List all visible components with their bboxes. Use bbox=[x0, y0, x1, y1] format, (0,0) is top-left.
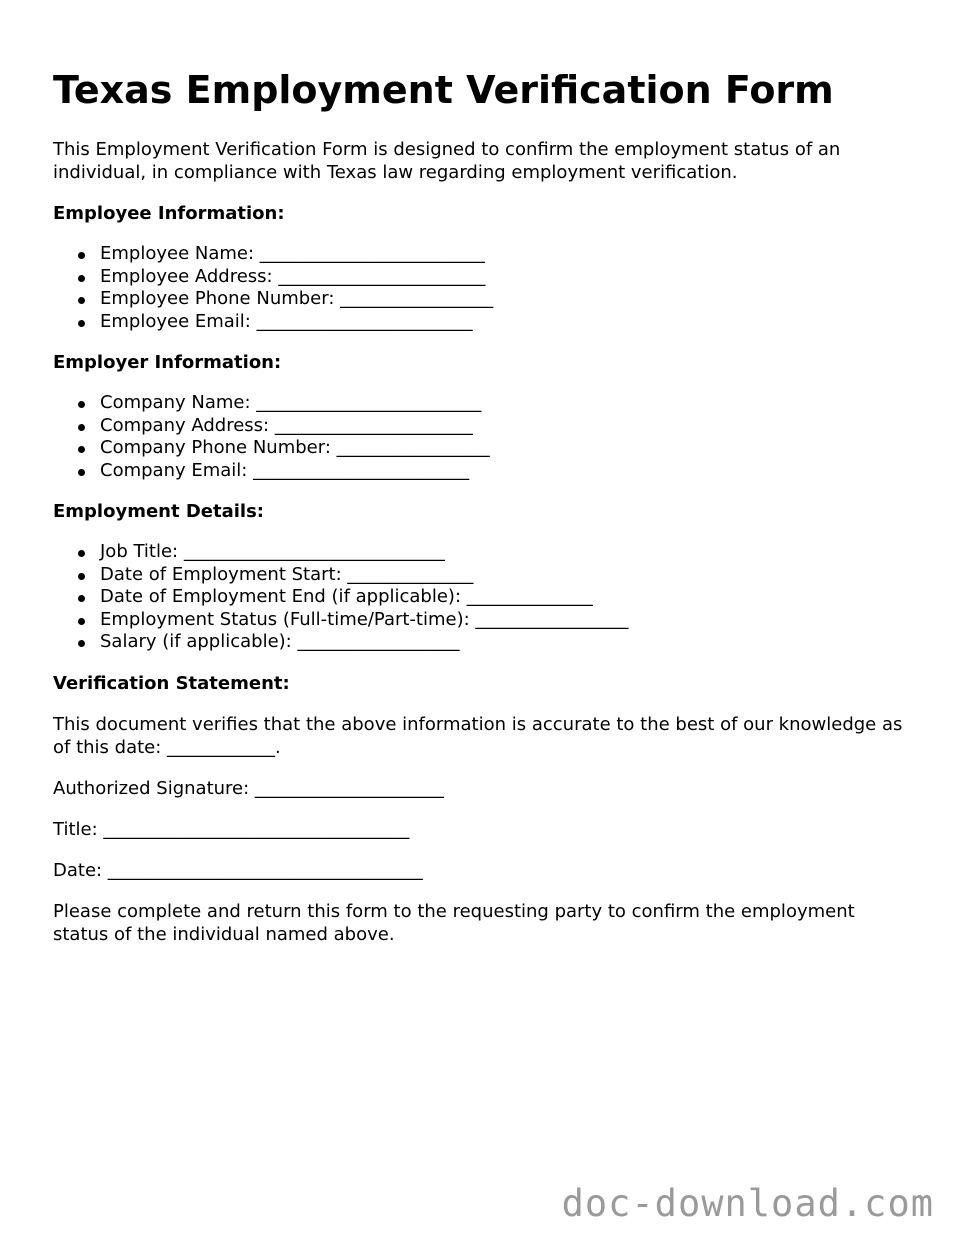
list-item-text: Job Title: _____________________________ bbox=[100, 541, 445, 562]
bullet-icon bbox=[78, 469, 85, 476]
bullet-icon bbox=[78, 401, 85, 408]
authorized-signature-line: Authorized Signature: _____________________ bbox=[53, 777, 444, 799]
list-item-end-date bbox=[100, 586, 913, 609]
list-item-job-title bbox=[100, 541, 913, 564]
employment-section-heading: Employment Details: bbox=[53, 501, 265, 522]
verification-section-heading: Verification Statement: bbox=[53, 672, 290, 694]
closing-paragraph: Please complete and return this form to the requesting party to confirm the employment status of the individual named above. bbox=[53, 900, 855, 945]
bullet-icon bbox=[78, 573, 85, 580]
bullet-icon bbox=[78, 595, 85, 602]
bullet-icon bbox=[78, 424, 85, 431]
bullet-icon bbox=[78, 320, 85, 327]
list-item-employee-phone bbox=[100, 288, 913, 311]
bullet-icon bbox=[78, 275, 85, 282]
list-item-employment-status bbox=[100, 609, 913, 632]
verification-statement: This document verifies that the above information is accurate to the best of our knowledge as of this date: ____________. bbox=[53, 713, 903, 758]
intro-paragraph: This Employment Verification Form is designed to confirm the employment status of an individual, in compliance with Texas law regarding employment verification. bbox=[53, 139, 841, 183]
employee-section-heading: Employee Information: bbox=[53, 203, 285, 224]
bullet-icon bbox=[78, 446, 85, 453]
list-item-text: Employee Email: ________________________ bbox=[100, 310, 473, 332]
bullet-icon bbox=[78, 640, 85, 647]
list-item-text: Employee Address: _______________________ bbox=[100, 265, 486, 287]
list-item-company-address bbox=[100, 415, 913, 438]
list-item-employee-address bbox=[100, 266, 913, 289]
document-page bbox=[53, 62, 913, 964]
list-item-company-name bbox=[100, 392, 913, 415]
employment-details-list bbox=[53, 541, 913, 654]
list-item-start-date bbox=[100, 564, 913, 587]
list-item-text: Date of Employment End (if applicable): ______________ bbox=[100, 586, 593, 607]
list-item-text: Salary (if applicable): __________________ bbox=[100, 631, 460, 652]
title-line: Title: __________________________________ bbox=[53, 818, 410, 840]
list-item-text: Company Phone Number: _________________ bbox=[100, 437, 490, 458]
list-item-text: Employee Phone Number: _________________ bbox=[100, 288, 494, 309]
bullet-icon bbox=[78, 618, 85, 625]
list-item-company-email bbox=[100, 460, 913, 483]
list-item-text: Date of Employment Start: ______________ bbox=[100, 563, 474, 585]
bullet-icon bbox=[78, 297, 85, 304]
employee-info-list bbox=[53, 243, 913, 333]
page-title: Texas Employment Verification Form bbox=[53, 68, 834, 112]
employer-section-heading: Employer Information: bbox=[53, 352, 282, 373]
list-item-text: Company Address: ______________________ bbox=[100, 414, 473, 436]
bullet-icon bbox=[78, 550, 85, 557]
list-item-salary bbox=[100, 631, 913, 654]
employer-info-list bbox=[53, 392, 913, 482]
list-item-company-phone bbox=[100, 437, 913, 460]
list-item-employee-email bbox=[100, 311, 913, 334]
list-item-text: Company Email: ________________________ bbox=[100, 459, 470, 481]
list-item-text: Employee Name: _________________________ bbox=[100, 243, 485, 264]
list-item-text: Company Name: _________________________ bbox=[100, 392, 482, 413]
date-line: Date: ___________________________________ bbox=[53, 859, 423, 881]
watermark: doc-download.com bbox=[561, 1182, 934, 1225]
list-item-text: Employment Status (Full-time/Part-time): _________________ bbox=[100, 608, 629, 630]
bullet-icon bbox=[78, 252, 85, 259]
list-item-employee-name bbox=[100, 243, 913, 266]
